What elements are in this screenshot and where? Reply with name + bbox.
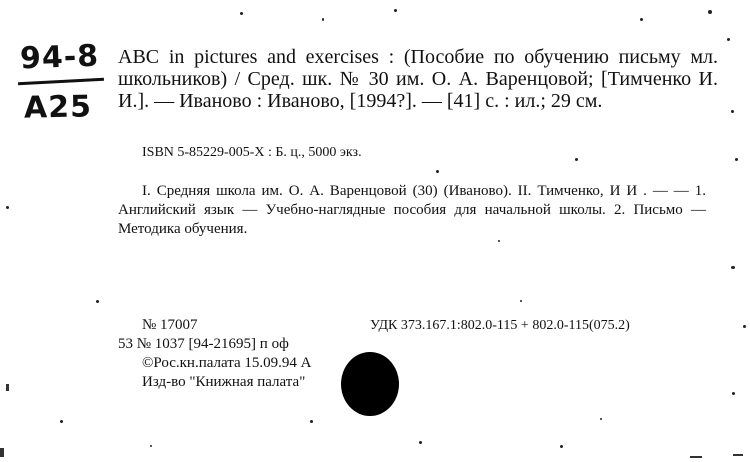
scan-speck bbox=[640, 18, 643, 21]
scan-speck bbox=[575, 158, 578, 161]
scan-speck bbox=[240, 12, 243, 15]
call-number-divider bbox=[18, 78, 104, 85]
scan-mark bbox=[733, 454, 743, 456]
scan-speck bbox=[731, 266, 735, 269]
book-chamber-line: ©Рос.кн.палата 15.09.94 А bbox=[142, 355, 312, 371]
scan-speck bbox=[436, 170, 439, 173]
scan-speck bbox=[394, 9, 397, 12]
udk-classification: УДК 373.167.1:802.0-115 + 802.0-115(075.2) bbox=[370, 318, 630, 333]
subject-tracings: I. Средняя школа им. О. А. Варенцовой (30) (Иваново). II. Тимченко, И И . — — 1. Английский язык — Учебно-наглядные пособия для начальной школы. 2. Письмо — Методика обучения. bbox=[118, 183, 706, 237]
scan-speck bbox=[732, 392, 735, 395]
scan-mark bbox=[0, 448, 4, 457]
scan-speck bbox=[520, 300, 522, 302]
scan-speck bbox=[150, 445, 152, 447]
ink-blot bbox=[341, 352, 399, 416]
scan-speck bbox=[727, 38, 730, 41]
scan-speck bbox=[6, 206, 9, 209]
scan-speck bbox=[731, 110, 734, 113]
scan-speck bbox=[708, 10, 712, 14]
scan-speck bbox=[600, 418, 602, 420]
card-number: 53 № 1037 [94-21695] п оф bbox=[118, 336, 289, 352]
scan-speck bbox=[60, 420, 63, 423]
registration-number: № 17007 bbox=[142, 317, 198, 333]
scan-speck bbox=[560, 445, 563, 448]
scan-mark bbox=[6, 384, 9, 391]
scan-speck bbox=[743, 325, 746, 328]
publisher-line: Изд-во "Книжная палата" bbox=[142, 374, 306, 390]
scan-speck bbox=[498, 240, 500, 242]
main-entry-text: ABC in pictures and exercises : (Пособие по обучению письму мл. школьников) / Сред. шк. № 30 им. О. А. Варенцовой; [Тимченко И. И.]. — Иваново : Иваново, [1994?]. — [41] с. : ил.; 29 см. bbox=[118, 46, 718, 112]
isbn-line: ISBN 5-85229-005-X : Б. ц., 5000 экз. bbox=[142, 145, 362, 160]
scan-speck bbox=[322, 18, 324, 21]
scan-mark bbox=[690, 456, 702, 458]
call-number-bottom: A25 bbox=[23, 89, 93, 126]
scan-speck bbox=[96, 300, 99, 303]
scan-speck bbox=[310, 420, 313, 423]
call-number-top: 94-8 bbox=[19, 38, 100, 77]
scan-speck bbox=[419, 441, 422, 444]
scan-speck bbox=[735, 158, 738, 161]
